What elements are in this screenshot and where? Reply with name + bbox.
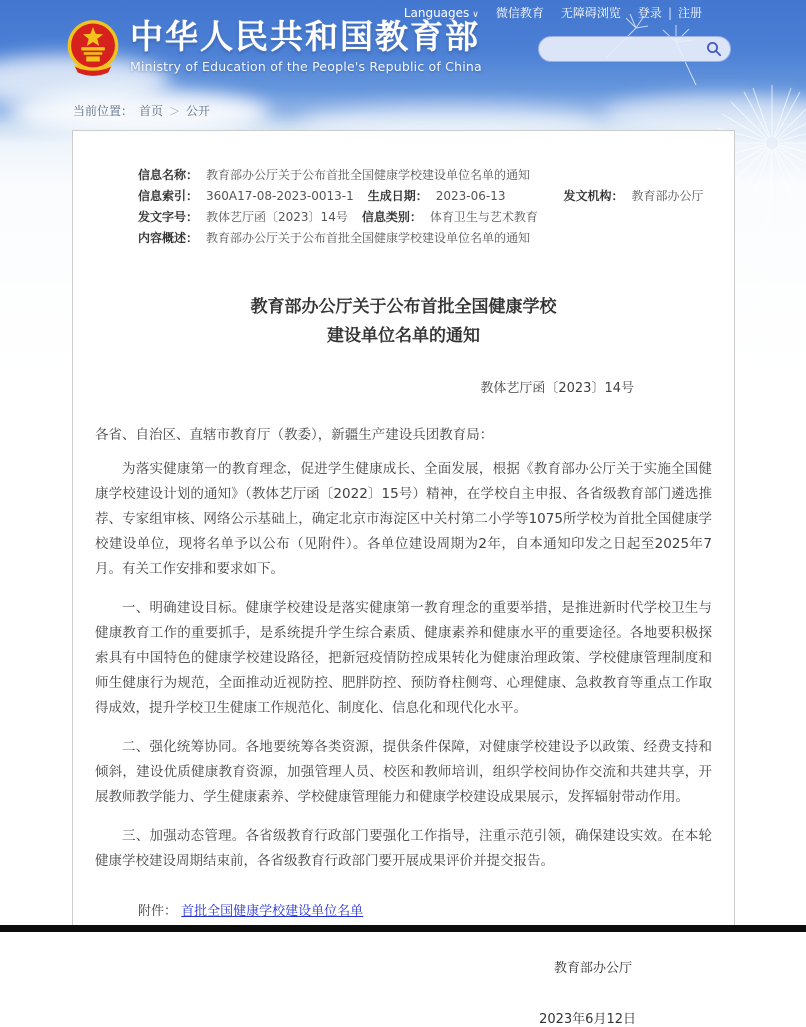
meta-name-label: 信息名称： bbox=[138, 168, 199, 182]
breadcrumb-separator: ＞ bbox=[169, 104, 181, 118]
register-link[interactable]: 注册 bbox=[677, 6, 702, 20]
meta-summary-label: 内容概述： bbox=[138, 231, 199, 245]
document-number: 教体艺厅函〔2023〕14号 bbox=[480, 381, 634, 396]
meta-gen-date-label: 生成日期： bbox=[367, 189, 428, 203]
attachment-label: 附件： bbox=[138, 904, 178, 919]
meta-row-name bbox=[138, 165, 712, 186]
footer-bar bbox=[0, 925, 806, 932]
meta-summary-value: 教育部办公厅关于公布首批全国健康学校建设单位名单的通知 bbox=[206, 231, 531, 245]
accessibility-link[interactable]: 无障碍浏览 bbox=[560, 6, 621, 20]
breadcrumb-current-link[interactable]: 公开 bbox=[186, 104, 211, 118]
document-paragraph: 一、明确建设目标。健康学校建设是落实健康第一教育理念的重要举措，是推进新时代学校卫生与健康教育工作的重要抓手，是系统提升学生综合素质、健康素养和健康水平的重要途径。各地要积极探索具有中国特色的健康学校建设路径，把新冠疫情防控成果转化为健康治理政策、学校健康管理制度和师生健康行为规范，全面推动近视防控、肥胖防控、预防脊柱侧弯、心理健康、急救教育等重点工作取得成效，提升学校卫生健康工作规范化、制度化、信息化和现代化水平。 bbox=[95, 600, 712, 716]
document-paragraph: 为落实健康第一的教育理念，促进学生健康成长、全面发展，根据《教育部办公厅关于实施全国健康学校建设计划的通知》（教体艺厅函〔2022〕15号）精神，在学校自主申报、各省级教育部门遴选推荐、专家组审核、网络公示基础上，确定北京市海淀区中关村第二小学等1075所学校为首批全国健康学校建设单位，现将名单予以公布（见附件）。各单位建设周期为2年，自本通知印发之日起至2025年7月。有关工作安排和要求如下。 bbox=[95, 461, 712, 577]
meta-row-docnum bbox=[138, 207, 712, 228]
meta-name-value: 教育部办公厅关于公布首批全国健康学校建设单位名单的通知 bbox=[206, 168, 531, 182]
document-title-line1: 教育部办公厅关于公布首批全国健康学校 bbox=[250, 297, 557, 317]
languages-menu[interactable]: Languages ∨ bbox=[403, 5, 479, 20]
site-subtitle: Ministry of Education of the People's Republic of China bbox=[130, 59, 482, 74]
breadcrumb bbox=[73, 102, 210, 119]
breadcrumb-label: 当前位置： bbox=[73, 104, 134, 118]
meta-category-label: 信息类别： bbox=[361, 210, 422, 224]
document-date: 2023年6月12日 bbox=[539, 1012, 636, 1027]
search-input[interactable] bbox=[551, 39, 706, 59]
document-paragraph: 二、强化统筹协同。各地要统筹各类资源，提供条件保障，对健康学校建设予以政策、经费支持和倾斜，建设优质健康教育资源，加强管理人员、校医和教师培训，组织学校间协作交流和共建共享，开展教师教学能力、学生健康素养、学校健康管理能力和健康学校建设成果展示，发挥辐射带动作用。 bbox=[95, 739, 712, 805]
meta-category-value: 体育卫生与艺术教育 bbox=[429, 210, 538, 224]
chevron-down-icon: ∨ bbox=[472, 9, 479, 20]
document-title-line2: 建设单位名单的通知 bbox=[327, 326, 480, 346]
meta-org-value: 教育部办公厅 bbox=[631, 189, 704, 203]
meta-docnum-value: 教体艺厅函〔2023〕14号 bbox=[206, 210, 348, 224]
attachment-link[interactable]: 首批全国健康学校建设单位名单 bbox=[181, 904, 364, 919]
document-signature: 教育部办公厅 bbox=[553, 961, 632, 976]
meta-row-index bbox=[138, 186, 712, 207]
divider: | bbox=[667, 5, 672, 20]
meta-row-summary bbox=[138, 228, 712, 249]
meta-index-value: 360A17-08-2023-0013-1 bbox=[206, 189, 354, 203]
document-card bbox=[72, 130, 735, 1027]
login-link[interactable]: 登录 bbox=[637, 6, 662, 20]
wechat-education-link[interactable]: 微信教育 bbox=[495, 6, 544, 20]
document-meta-block bbox=[138, 165, 712, 249]
meta-index-label: 信息索引： bbox=[138, 189, 199, 203]
search-icon[interactable] bbox=[706, 40, 722, 58]
document-title bbox=[95, 293, 712, 351]
site-title: 中华人民共和国教育部 bbox=[130, 17, 480, 56]
login-register-group bbox=[638, 4, 702, 21]
meta-org-label: 发文机构： bbox=[563, 189, 624, 203]
meta-docnum-label: 发文字号： bbox=[138, 210, 199, 224]
site-header bbox=[66, 18, 482, 78]
breadcrumb-home-link[interactable]: 首页 bbox=[139, 104, 164, 118]
document-salutation: 各省、自治区、直辖市教育厅（教委），新疆生产建设兵团教育局： bbox=[95, 427, 494, 443]
site-title-block bbox=[130, 18, 482, 74]
national-emblem bbox=[66, 18, 120, 78]
attachment-row bbox=[138, 900, 712, 919]
meta-gen-date-value: 2023-06-13 bbox=[435, 189, 506, 203]
search-box bbox=[538, 36, 731, 62]
document-paragraph: 三、加强动态管理。各省级教育行政部门要强化工作指导，注重示范引领，确保建设实效。在本轮健康学校建设周期结束前，各省级教育行政部门要开展成果评价并提交报告。 bbox=[95, 828, 712, 869]
